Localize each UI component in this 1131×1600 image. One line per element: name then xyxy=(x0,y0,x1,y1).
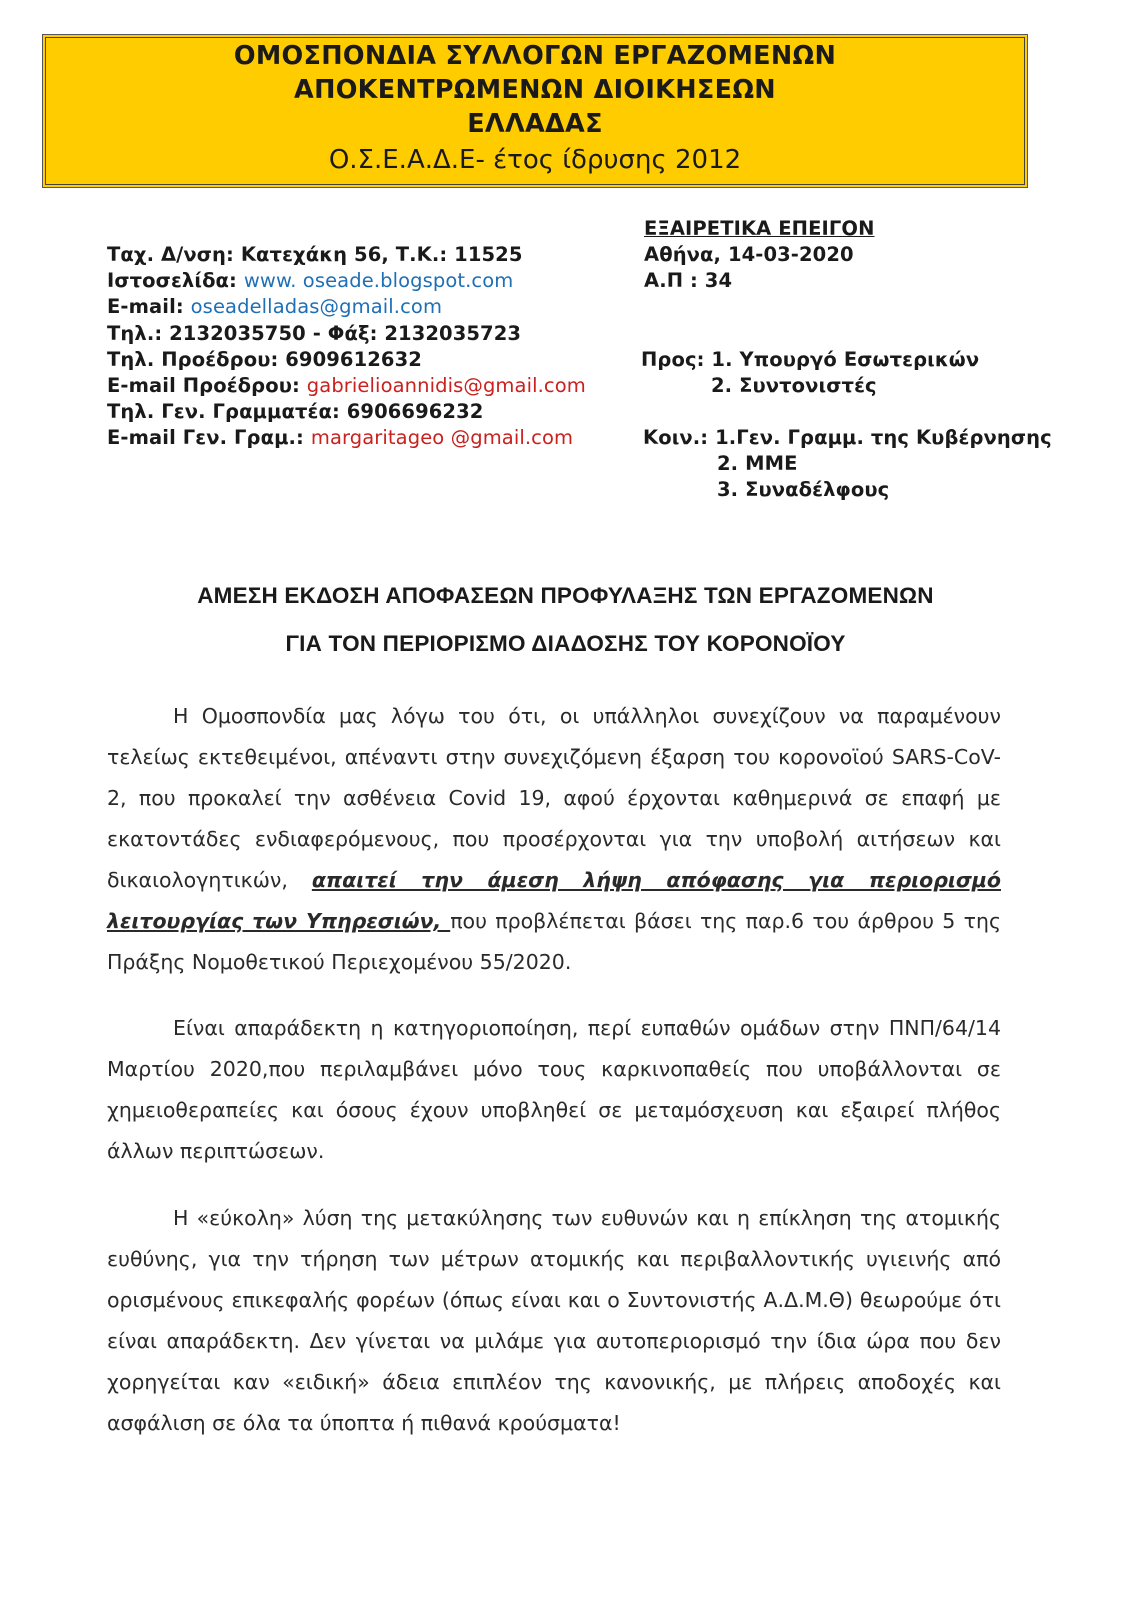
secretary-phone: Τηλ. Γεν. Γραμματέα: 6906696232 xyxy=(107,400,484,424)
header-line-3: ΕΛΛΑΔΑΣ xyxy=(467,109,603,139)
paragraph-1-end: που προβλέπεται βάσει της παρ.6 του άρθρου 5 της Πράξης Νομοθετικού Περιεχομένου 55/2020. xyxy=(107,909,1002,974)
header-line-1: ΟΜΟΣΠΟΝΔΙΑ ΣΥΛΛΟΓΩΝ ΕΡΓΑΖΟΜΕΝΩΝ xyxy=(233,41,837,71)
president-email-link[interactable]: gabrielioannidis@gmail.com xyxy=(306,374,586,398)
address: Ταχ. Δ/νση: Κατεχάκη 56, Τ.Κ.: 11525 xyxy=(107,243,523,266)
secretary-email-row xyxy=(107,425,586,451)
header-line-4: Ο.Σ.Ε.Α.Δ.Ε- έτος ίδρυσης 2012 xyxy=(328,145,742,175)
phone-fax: Τηλ.: 2132035750 - Φάξ: 2132035723 xyxy=(107,321,522,345)
email-label: E-mail: xyxy=(107,295,191,319)
president-email-row xyxy=(107,373,586,399)
email-link[interactable]: oseadelladas@gmail.com xyxy=(190,295,443,319)
recipient-cc-3: 3. Συναδέλφους xyxy=(717,478,890,502)
email-row xyxy=(107,294,586,320)
header-line-2: ΑΠΟΚΕΝΤΡΩΜΕΝΩΝ ΔΙΟΙΚΗΣΕΩΝ xyxy=(294,75,776,105)
document-title-line-2: ΓΙΑ ΤΟΝ ΠΕΡΙΟΡΙΣΜΟ ΔΙΑΔΟΣΗΣ ΤΟΥ ΚΟΡΟΝΟΪΟΥ xyxy=(285,631,846,656)
website-label: Ιστοσελίδα: xyxy=(107,269,244,293)
recipient-cc-1: Κοιν.: 1.Γεν. Γραμμ. της Κυβέρνησης xyxy=(643,426,1052,450)
president-phone: Τηλ. Προέδρου: 6909612632 xyxy=(107,347,422,371)
website-link[interactable]: www. oseade.blogspot.com xyxy=(243,269,514,293)
paragraph-3 xyxy=(107,1198,1001,1444)
president-email-label: E-mail Προέδρου: xyxy=(107,374,307,398)
paragraph-2 xyxy=(107,1008,1001,1172)
meta-recipients-block xyxy=(641,216,1052,504)
paragraph-2-text: Είναι απαράδεκτη η κατηγοριοποίηση, περί ευπαθών ομάδων στην ΠΝΠ/64/14 Μαρτίου 2020,που περιλαμβάνει μόνο τους καρκινοπαθείς που υποβάλλονται σε χημειοθεραπείες και όσους έχουν υποβληθεί σε μεταμόσχευση και εξαιρεί πλήθος άλλων περιπτώσεων. xyxy=(107,1016,1001,1163)
website-row xyxy=(107,268,586,294)
secretary-email-label: E-mail Γεν. Γραμ.: xyxy=(107,426,311,450)
urgency-label: ΕΞΑΙΡΕΤΙΚΑ ΕΠΕΙΓΟΝ xyxy=(644,217,875,240)
paragraph-3-text: Η «εύκολη» λύση της μετακύλησης των ευθυνών και η επίκληση της ατομικής ευθύνης, για την τήρηση των μέτρων ατομικής και περιβαλλοντικής υγιεινής από ορισμένους επικεφαλής φορέων (όπως είναι και ο Συντονιστής Α.Δ.Μ.Θ) θεωρούμε ότι είναι απαράδεκτη. Δεν γίνεται να μιλάμε για αυτοπεριορισμό την ίδια ώρα που δεν χορηγείται καν «ειδική» άδεια επιπλέον της κανονικής, με πλήρεις αποδοχές και ασφάλιση σε όλα τα ύποπτα ή πιθανά κρούσματα! xyxy=(107,1206,1001,1435)
contact-block xyxy=(107,242,586,452)
document-title-line-1: ΑΜΕΣΗ ΕΚΔΟΣΗ ΑΠΟΦΑΣΕΩΝ ΠΡΟΦΥΛΑΞΗΣ ΤΩΝ ΕΡΓΑΖΟΜΕΝΩΝ xyxy=(197,583,934,608)
recipient-to-1: Προς: 1. Υπουργό Εσωτερικών xyxy=(641,347,980,371)
protocol-number: Α.Π : 34 xyxy=(644,269,733,293)
federation-header-box xyxy=(42,34,1028,188)
recipient-cc-2: 2. ΜΜΕ xyxy=(717,452,798,476)
recipient-to-2: 2. Συντονιστές xyxy=(711,373,877,397)
paragraph-1 xyxy=(107,696,1001,983)
secretary-email-link[interactable]: margaritageo @gmail.com xyxy=(310,426,574,450)
paragraph-1-start: Η Ομοσπονδία μας λόγω του ότι, οι υπάλληλοι συνεχίζουν να παραμένουν τελείως εκτεθειμένοι, απέναντι στην συνεχιζόμενη έξαρση του κορονοϊού SARS-CoV-2, που προκαλεί την ασθένεια Covid 19, αφού έρχονται καθημερινά σε επαφή με εκατοντάδες ενδιαφερόμενους, που προσέρχονται για την υποβολή αιτήσεων και δικαιολογητικών, xyxy=(107,704,1001,892)
paragraph-1-emphasis: απαιτεί την άμεση λήψη απόφασης για περιορισμό λειτουργίας των Υπηρεσιών, xyxy=(107,868,1001,933)
date: Αθήνα, 14-03-2020 xyxy=(644,243,854,267)
